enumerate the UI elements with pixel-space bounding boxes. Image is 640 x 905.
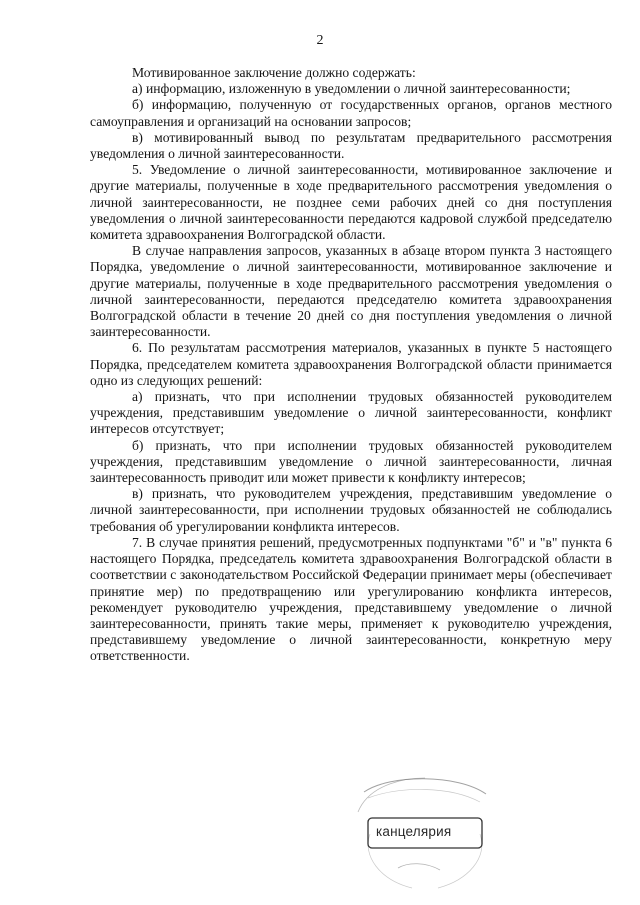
paragraph-item-a: а) информацию, изложенную в уведомлении о личной заинтересованности;: [132, 81, 571, 97]
office-stamp: [350, 772, 500, 892]
paragraph-decision-v: в) признать, что руководителем учреждения, представившим уведомление о личной заинтересованности, при исполнении трудовых обязанностей не соблюдались требования об урегулировании конфликта интересов.: [90, 486, 612, 534]
paragraph-item-b: б) информацию, полученную от государственных органов, органов местного самоуправления и организаций на основании запросов;: [90, 97, 612, 129]
paragraph-point-5-requests: В случае направления запросов, указанных в абзаце втором пункта 3 настоящего Порядка, уведомление о личной заинтересованности, мотивированное заключение и другие материалы, полученные в ходе предварительного рассмотрения уведомления о личной заинтересованности, передаются председателю комитета здравоохранения Волгоградской области в течение 20 дней со дня поступления уведомления о личной заинтересованности.: [90, 243, 612, 340]
paragraph-decision-a: а) признать, что при исполнении трудовых обязанностей руководителем учреждения, представившим уведомление о личной заинтересованности, конфликт интересов отсутствует;: [90, 389, 612, 437]
stamp-label: канцелярия: [376, 824, 452, 839]
paragraph-decision-b: б) признать, что при исполнении трудовых обязанностей руководителем учреждения, представившим уведомление о личной заинтересованности, личная заинтересованность приводит или может привести к конфликту интересов;: [90, 437, 612, 486]
paragraph-point-7: 7. В случае принятия решений, предусмотренных подпунктами "б" и "в" пункта 6 настоящего Порядка, председатель комитета здравоохранения Волгоградской области в соответствии с законодательством Российской Федерации принимает меры (обеспечивает принятие мер) по предотвращению или урегулированию конфликта интересов, рекомендует руководителю учреждения, представившему уведомление о личной заинтересованности, принять такие меры, применяет к руководителю учреждения, представившему уведомление о личной заинтересованности, конкретную меру ответственности.: [90, 534, 612, 664]
paragraph-point-5: 5. Уведомление о личной заинтересованности, мотивированное заключение и другие материалы, полученные в ходе предварительного рассмотрения уведомления о личной заинтересованности, не позднее семи рабочих дней со дня поступления уведомления о личной заинтересованности передаются кадровой службой председателю комитета здравоохранения Волгоградской области.: [90, 162, 612, 243]
paragraph-item-v: в) мотивированный вывод по результатам предварительного рассмотрения уведомления о личной заинтересованности.: [90, 129, 612, 162]
paragraph-point-6: 6. По результатам рассмотрения материалов, указанных в пункте 5 настоящего Порядка, председателем комитета здравоохранения Волгоградской области принимается одно из следующих решений:: [90, 340, 612, 388]
document-body: [90, 65, 612, 665]
paragraph-intro: Мотивированное заключение должно содержать:: [132, 65, 416, 80]
page-number: 2: [316, 33, 324, 48]
